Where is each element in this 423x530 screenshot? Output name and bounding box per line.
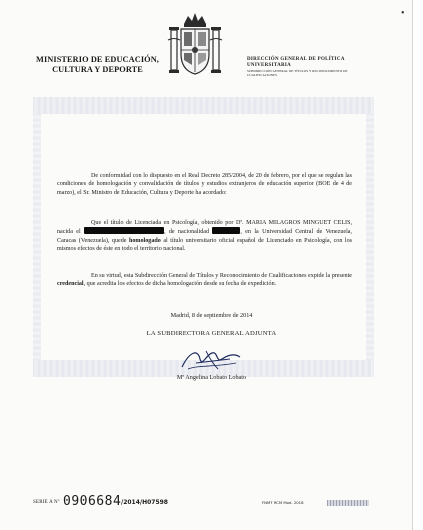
paragraph-homologation xyxy=(57,219,352,254)
signatory-title: LA SUBDIRECTORA GENERAL ADJUNTA xyxy=(146,330,277,337)
p3-bold-credencial: credencial xyxy=(57,281,84,288)
handwritten-signature xyxy=(176,345,246,375)
p2-text-b: , de nacionalidad xyxy=(163,229,210,236)
paragraph-credential xyxy=(57,272,352,289)
directorate-line2: UNIVERSITARIA xyxy=(247,63,292,68)
issue-date: Madrid, 8 de septiembre de 2014 xyxy=(170,312,253,319)
ministry-name-line2: CULTURA Y DEPORTE xyxy=(52,65,143,74)
reference-code: /2014/H07598 xyxy=(121,499,168,506)
redaction-nationality xyxy=(212,227,240,234)
mint-imprint: FNMT RCM Mod. 2018 xyxy=(262,500,304,505)
directorate-line1: DIRECCIÓN GENERAL DE POLÍTICA xyxy=(247,57,345,62)
paragraph-legal-basis: De conformidad con lo dispuesto en el Real Decreto 285/2004, de 20 de febrero, por el que se regulan las condiciones de homologación y convalidación de títulos y estudios extranjeros de educación superior (BOE de 4 de marzo), el Sr. Ministro de Educación, Cultura y Deporte ha acordado: xyxy=(57,173,352,196)
p2-text-a: Que el título de Licenciada en Psicología, obtenido por Dª. MARIA MILAGROS MINGUET CELIS, nacida el xyxy=(57,220,352,236)
redaction-birthdate xyxy=(84,227,164,234)
p3-text-a: En su virtud, esta Subdirección General de Títulos y Reconocimiento de Cualificaciones expide la presente xyxy=(91,273,352,279)
signer-name: Mª Angelina Lobato Lobato xyxy=(176,374,247,381)
security-pattern-top xyxy=(33,97,374,114)
series-label: SERIE A Nº xyxy=(33,500,60,505)
security-pattern-left xyxy=(33,114,41,360)
ministry-name-line1: MINISTERIO DE EDUCACIÓN, xyxy=(36,55,159,64)
ministry-name xyxy=(30,55,165,75)
bullet-mark: • xyxy=(401,8,405,19)
directorate-name xyxy=(247,57,377,77)
directorate-line4: CUALIFICACIONES xyxy=(247,73,278,77)
p3-text-b: , que acredita los efectos de dicha homologación desde su fecha de expedición. xyxy=(83,281,277,288)
coat-of-arms-emblem xyxy=(166,10,224,80)
security-pattern-right xyxy=(366,114,374,360)
p2-text-c: , en la Universidad Central de Venezuela, Caracas (Venezuela), quede xyxy=(57,229,352,244)
security-microtext xyxy=(327,500,369,506)
directorate-line3: SUBDIRECCIÓN GENERAL DE TÍTULOS Y RECONOCIMIENTO DE xyxy=(247,69,348,73)
adjacent-page-edge xyxy=(412,0,423,530)
p2-bold-homologado: homologado xyxy=(128,237,161,244)
p2-text-d: al título universitario oficial español de Licenciado en Psicología, con los mismos efectos de éste en todo el territorio nacional. xyxy=(57,237,353,253)
document-number: 0906684 xyxy=(63,494,122,509)
